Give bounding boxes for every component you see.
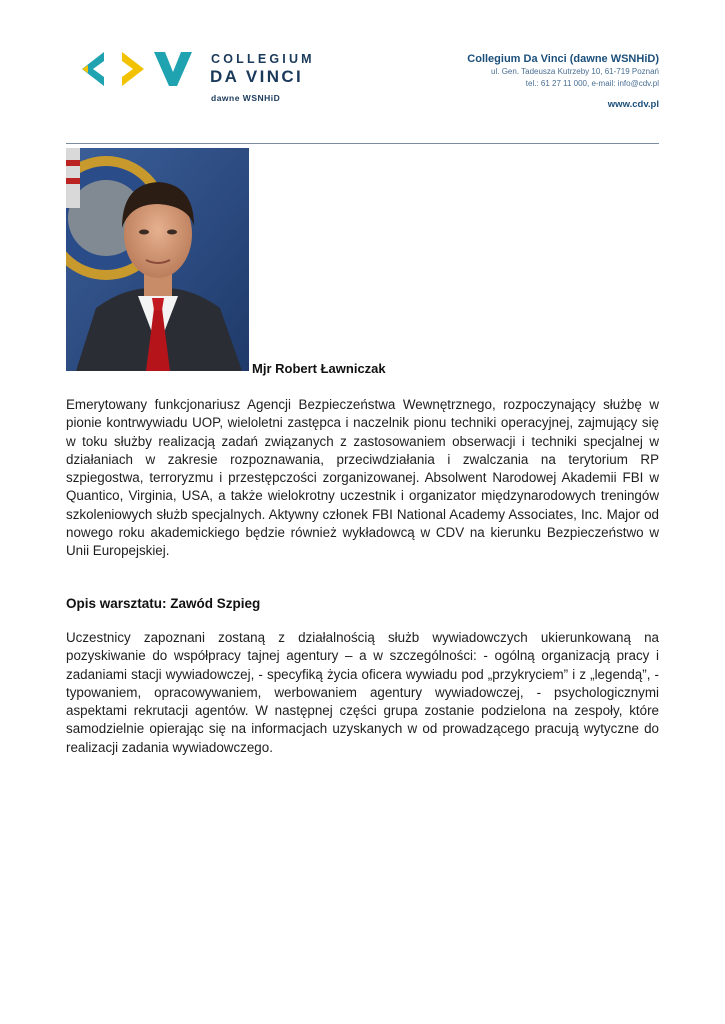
portrait-image-icon [66,148,249,371]
person-name: Mjr Robert Ławniczak [252,361,386,376]
logo-text-da-vinci: DA VINCI [210,67,304,86]
header-divider [66,143,659,144]
institution-phone-email: tel.: 61 27 11 000, e-mail: info@cdv.pl [525,79,659,88]
logo-text-former-name: dawne WSNHiD [211,93,281,103]
workshop-title: Opis warsztatu: Zawód Szpieg [66,596,261,611]
portrait-photo [66,148,249,371]
logo-text-collegium: COLLEGIUM [211,52,315,66]
contact-block [467,53,659,111]
cdv-logo-mark-icon [82,50,192,90]
institution-address: ul. Gen. Tadeusza Kutrzeby 10, 61-719 Poznań [491,67,659,76]
institution-website-link[interactable]: www.cdv.pl [607,99,659,110]
bio-paragraph: Emerytowany funkcjonariusz Agencji Bezpieczeństwa Wewnętrznego, rozpoczynający służbę w pionie kontrwywiadu UOP, wieloletni zastępca i naczelnik pionu techniki operacyjnej, zajmujący się w toku służby realizacją zadań związanych z zastosowaniem obserwacji i techniki specjalnej w działaniach w zakresie rozpoznawania, przeciwdziałania i zwalczania na terytorium RP szpiegostwa, terroryzmu i przestępczości zorganizowanej. Absolwent Narodowej Akademii FBI w Quantico, Virginia, USA, a także wielokrotny uczestnik i organizator międzynarodowych treningów szkoleniowych służb specjalnych. Aktywny członek FBI National Academy Associates, Inc. Major od nowego roku akademickiego będzie również wykładowcą w CDV na kierunku Bezpieczeństwo w Unii Europejskiej. [66,397,659,559]
cdv-logo [82,50,322,106]
workshop-description: Uczestnicy zapoznani zostaną z działalnością służb wywiadowczych ukierunkowaną na pozyskiwanie do współpracy tajnej agentury – a w szczególności: - ogólną organizacją pracy i zadaniami stacji wywiadowczej, - specyfiką życia oficera wywiadu pod „przykryciem” i z „legendą”, - typowaniem, opracowywaniem, werbowaniem agentury wywiadowczej, - psychologicznymi aspektami rekrutacji agentów. W następnej części grupa zostanie podzielona na zespoły, które samodzielnie opierając się na informacjach uzyskanych w od prowadzącego pracują wytyczne do realizacji zadania wywiadowczego. [66,630,659,755]
institution-name: Collegium Da Vinci (dawne WSNHiD) [467,53,659,65]
